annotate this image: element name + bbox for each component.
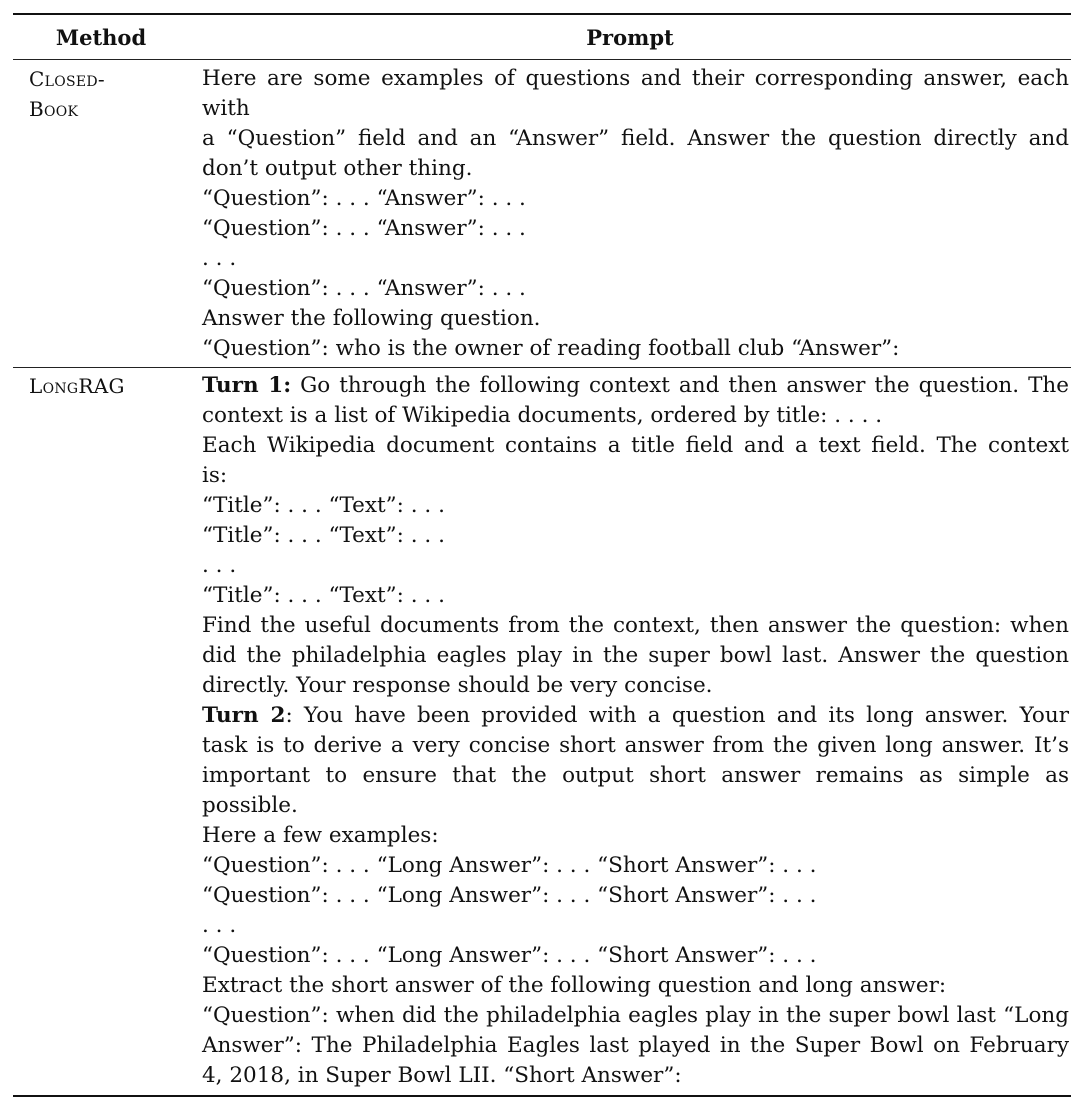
prompt-line-turn1 [202,371,1069,401]
method-line: LongRAG [29,374,125,398]
method-line: Closed- [29,67,105,91]
prompt-line: “Question”: when did the philadelphia eagles play in the super bowl last “Long [202,1003,1069,1028]
prompt-line: Here a few examples: [202,823,439,848]
prompt-line: Find the useful documents from the context, then answer the question: when [202,613,1069,638]
prompt-line: context is a list of Wikipedia documents, ordered by title: . . . . [202,403,883,428]
method-cell [13,371,189,1091]
turn2-text: : You have been provided with a question and its long answer. Your [285,703,1069,728]
prompt-line: “Title”: . . . “Text”: . . . [202,493,445,518]
prompt-line: 4, 2018, in Super Bowl LII. “Short Answer”: [202,1063,682,1088]
prompt-line: Answer the following question. [202,306,541,331]
table-header [13,15,1071,59]
prompt-table [13,13,1071,1097]
prompt-line: important to ensure that the output short answer remains as simple as possible. [202,763,1069,818]
table-row-closed-book [13,60,1071,367]
prompt-line: “Question”: . . . “Long Answer”: . . . “Short Answer”: . . . [202,853,817,878]
prompt-line: directly. Your response should be very concise. [202,673,713,698]
prompt-line: don’t output other thing. [202,156,473,181]
turn2-label: Turn 2 [202,703,286,728]
prompt-line: . . . [202,913,237,938]
prompt-line: . . . [202,246,237,271]
prompt-line: did the philadelphia eagles play in the super bowl last. Answer the question [202,643,1069,668]
prompt-cell [189,371,1071,1091]
prompt-line: “Question”: . . . “Answer”: . . . [202,216,526,241]
prompt-line: “Question”: . . . “Long Answer”: . . . “Short Answer”: . . . [202,943,817,968]
prompt-line-turn2 [202,701,1069,731]
prompt-cell [189,64,1071,364]
method-cell [13,64,189,364]
header-method: Method [55,24,147,50]
prompt-line: “Title”: . . . “Text”: . . . [202,523,445,548]
prompt-line: a “Question” field and an “Answer” field. Answer the question directly and [202,126,1069,151]
prompt-line: Each Wikipedia document contains a title field and a text field. The context [202,433,1069,458]
prompt-line: “Title”: . . . “Text”: . . . [202,583,445,608]
header-prompt: Prompt [586,24,674,50]
turn1-label: Turn 1: [202,373,292,398]
prompt-line: is: [202,463,228,488]
prompt-line: Here are some examples of questions and their corresponding answer, each with [202,66,1069,121]
prompt-line: “Question”: . . . “Answer”: . . . [202,276,526,301]
turn1-text: Go through the following context and then answer the question. The [291,373,1069,398]
prompt-line: Extract the short answer of the following question and long answer: [202,973,947,998]
method-line: Book [29,97,79,121]
prompt-line: “Question”: . . . “Answer”: . . . [202,186,526,211]
prompt-line: task is to derive a very concise short answer from the given long answer. It’s [202,733,1069,758]
prompt-line: “Question”: . . . “Long Answer”: . . . “Short Answer”: . . . [202,883,817,908]
prompt-line: . . . [202,553,237,578]
prompt-line: “Question”: who is the owner of reading football club “Answer”: [202,336,900,361]
prompt-line: Answer”: The Philadelphia Eagles last played in the Super Bowl on February [202,1033,1069,1058]
table-row-longrag [13,368,1071,1095]
